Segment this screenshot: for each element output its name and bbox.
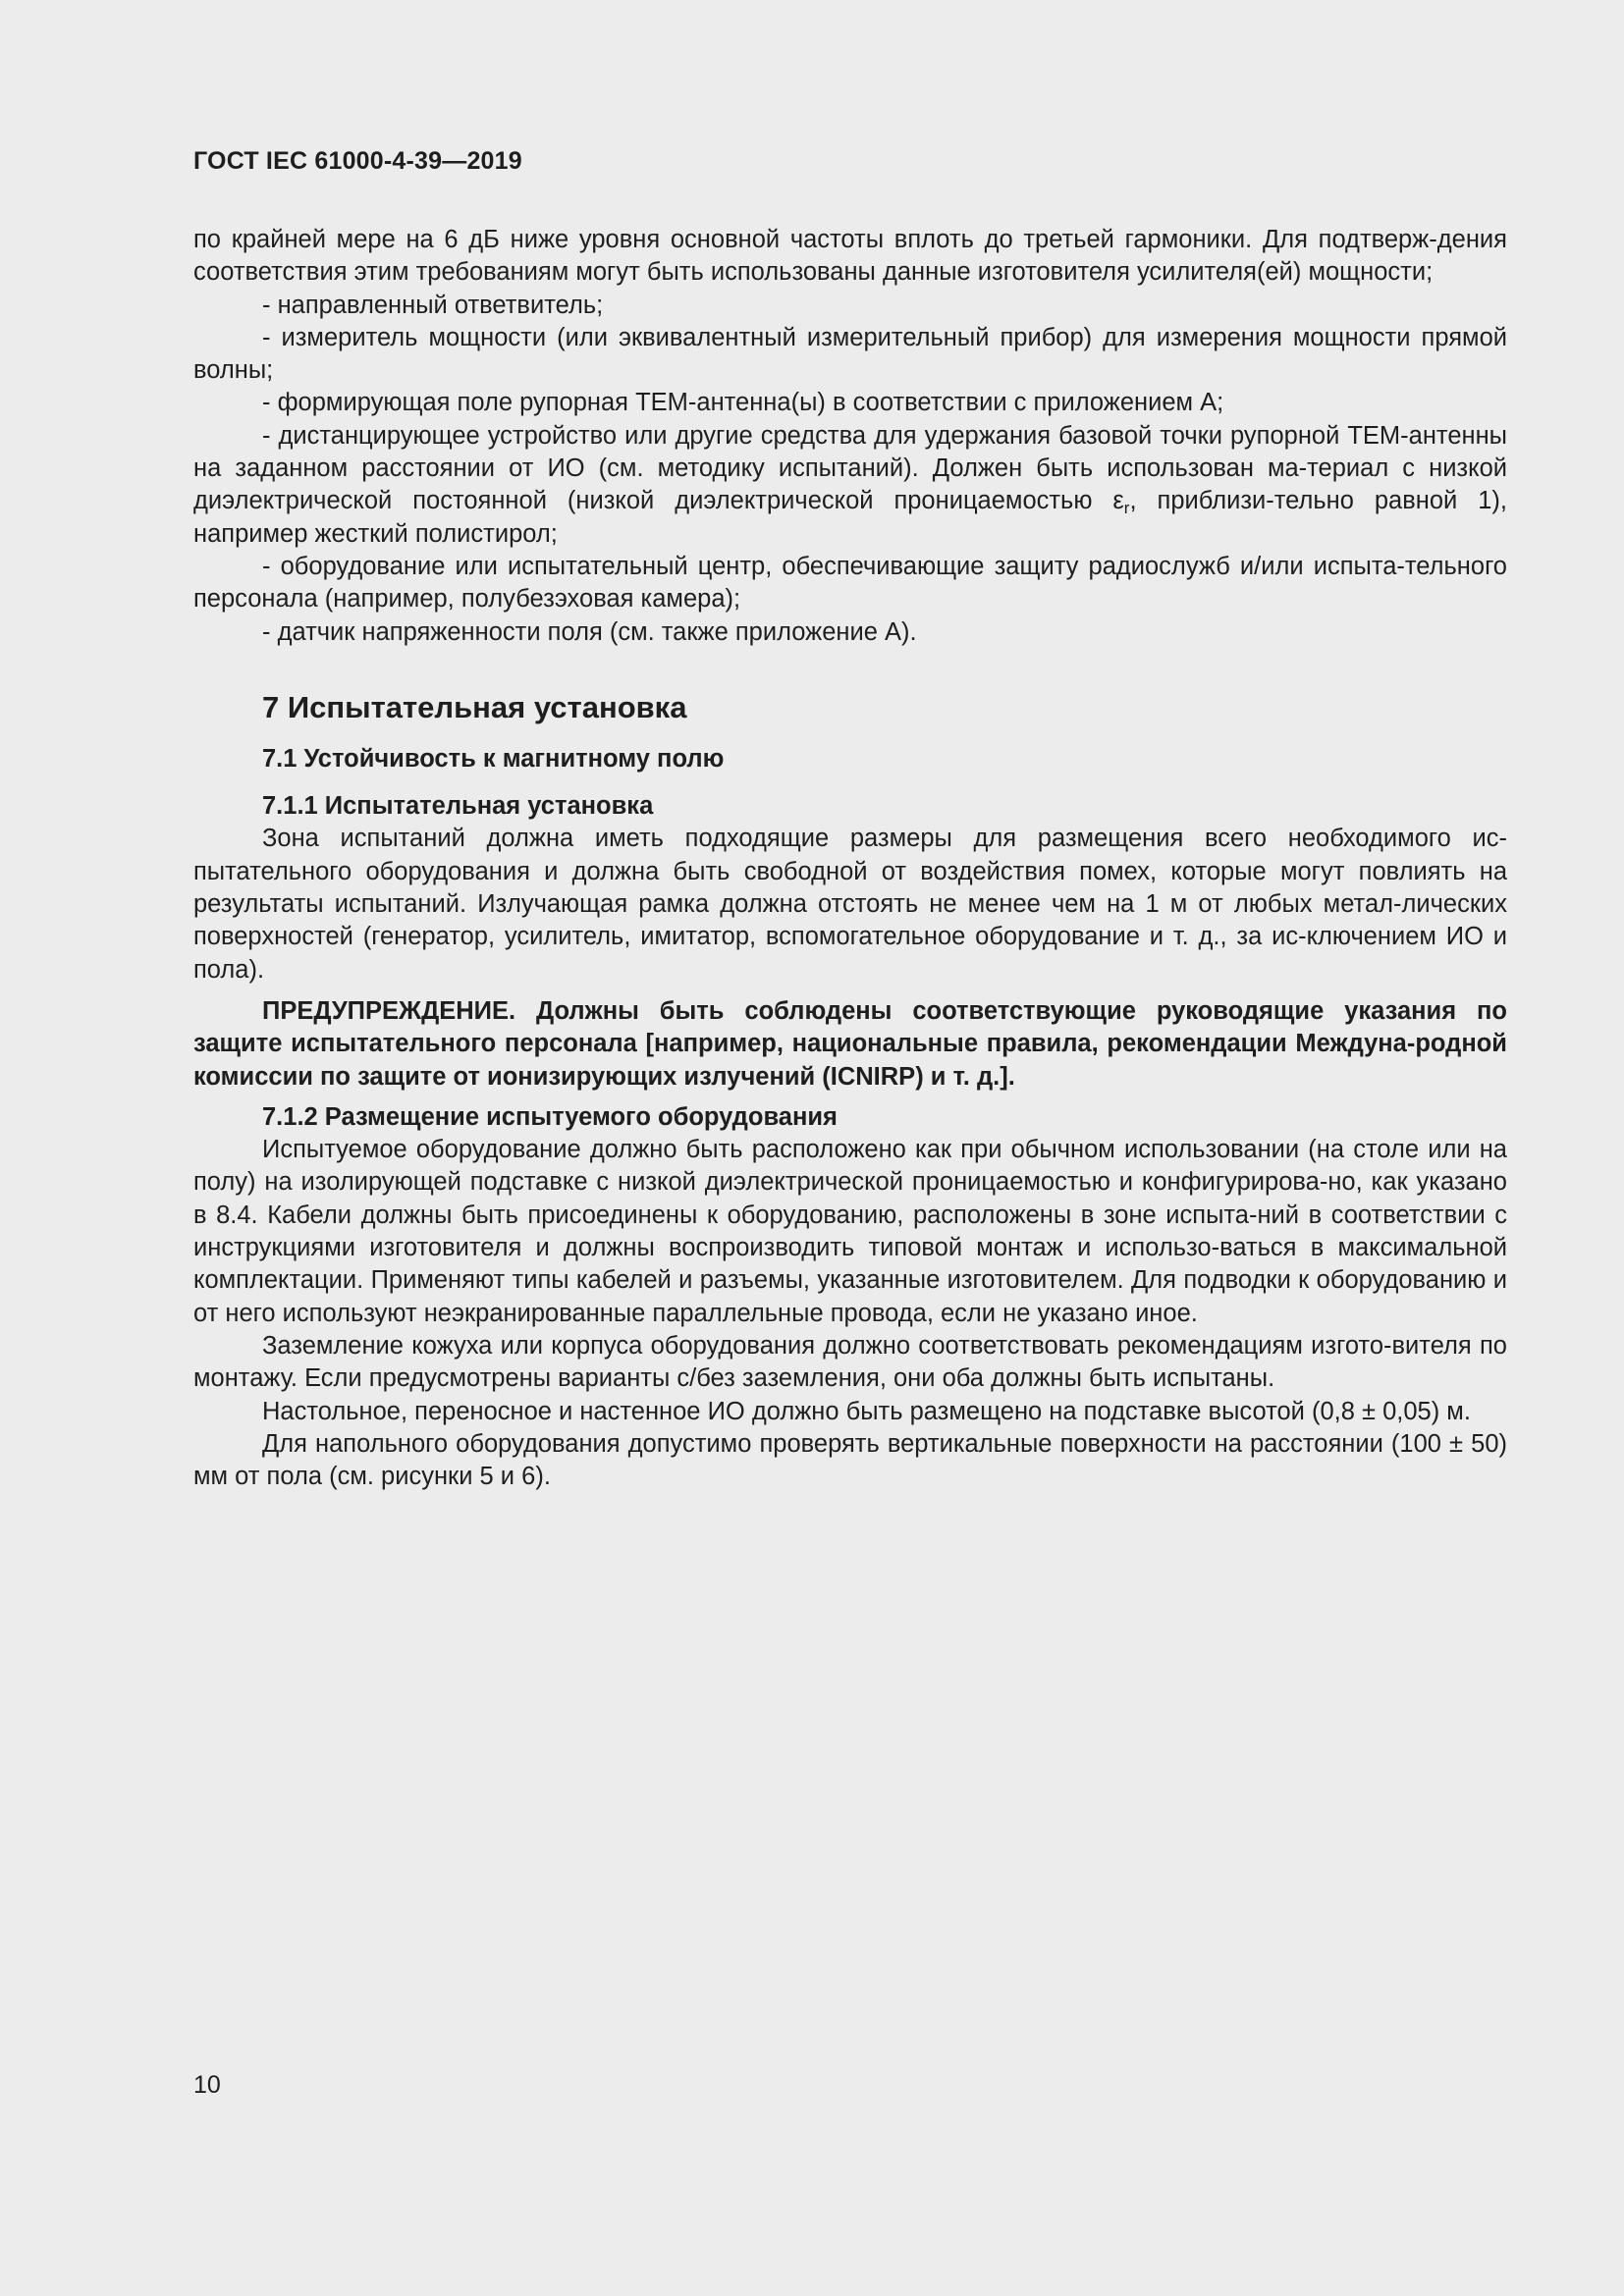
document-header: ГОСТ IEC 61000-4-39—2019 [193,147,522,175]
list-item: - направленный ответвитель; [262,291,604,319]
list-item: - формирующая поле рупорная ТЕМ-антенна(ы) в соответствии с приложением А; [262,389,1224,417]
warning-paragraph: ПРЕДУПРЕЖДЕНИЕ. Должны быть соблюдены соответствующие руководящие указания по защите испытательного персонала [например, национальные правила, рекомендации Междуна-родной комиссии по защите от ионизирующих излучений (ICNIRP) и т. д.]. [193,996,1507,1091]
body-paragraph: Испытуемое оборудование должно быть расположено как при обычном использовании (на столе или на полу) на изолирующей подставке с низкой диэлектрической проницаемостью и конфигурирова-но, как указано в 8.4. Кабели должны быть присоединены к оборудованию, расположены в зоне испыта-ний в соответствии с инструкциями изготовителя и должны воспроизводить типовой монтаж и использо-ваться в максимальной комплектации. Применяют типы кабелей и разъемы, указанные изготовителем. Для подводки к оборудованию и от него используют неэкранированные параллельные провода, если не указано иное. [193,1136,1507,1327]
body-paragraph: Заземление кожуха или корпуса оборудования должно соответствовать рекомендациям изгото-вителя по монтажу. Если предусмотрены варианты с/без заземления, они оба должны быть испытаны. [193,1331,1507,1393]
list-item: - измеритель мощности (или эквивалентный измерительный прибор) для измерения мощности прямой волны; [193,323,1507,385]
body-paragraph: Настольное, переносное и настенное ИО должно быть размещено на подставке высотой (0,8 ± 0,05) м. [262,1397,1471,1425]
list-item: - датчик напряженности поля (см. также приложение А). [262,617,917,646]
subsubsection-heading: 7.1.1 Испытательная установка [262,792,654,821]
list-item-spacer-device [193,420,1507,551]
body-paragraph: Для напольного оборудования допустимо проверять вертикальные поверхности на расстоянии (100 ± 50) мм от пола (см. рисунки 5 и 6). [193,1429,1507,1491]
list-item: - оборудование или испытательный центр, обеспечивающие защиту радиослужб и/или испыта-тельного персонала (например, полубезэховая камера); [193,552,1507,614]
subsection-heading: 7.1 Устойчивость к магнитному полю [262,744,725,773]
section-heading: 7 Испытательная установка [262,689,687,724]
page-number: 10 [193,2071,221,2099]
page-content [193,224,1507,1493]
list-item-text: - дистанцирующее устройство или другие средства для удержания базовой точки рупорной ТЕМ-антенны на заданном расстоянии от ИО (см. методику испытаний). Должен быть использован ма-териал с низкой диэлектрической постоянной (низкой диэлектрической проницаемостью ε [193,421,1507,515]
intro-paragraph: по крайней мере на 6 дБ ниже уровня основной частоты вплоть до третьей гармоники. Для подтверж-дения соответствия этим требованиям могут быть использованы данные изготовителя усилителя(ей) мощности; [193,226,1507,287]
subsubsection-heading: 7.1.2 Размещение испытуемого оборудования [262,1102,838,1131]
list-item-text-cont: , приблизи-тельно равной 1), например жесткий полистирол; [193,487,1507,548]
body-paragraph: Зона испытаний должна иметь подходящие размеры для размещения всего необходимого ис-пытательного оборудования и должна быть свободной от воздействия помех, которые могут повлиять на результаты испытаний. Излучающая рамка должна отстоять не менее чем на 1 м от любых метал-лических поверхностей (генератор, усилитель, имитатор, вспомогательное оборудование и т. д., за ис-ключением ИО и пола). [193,825,1507,984]
subscript-r: r [1123,499,1130,518]
